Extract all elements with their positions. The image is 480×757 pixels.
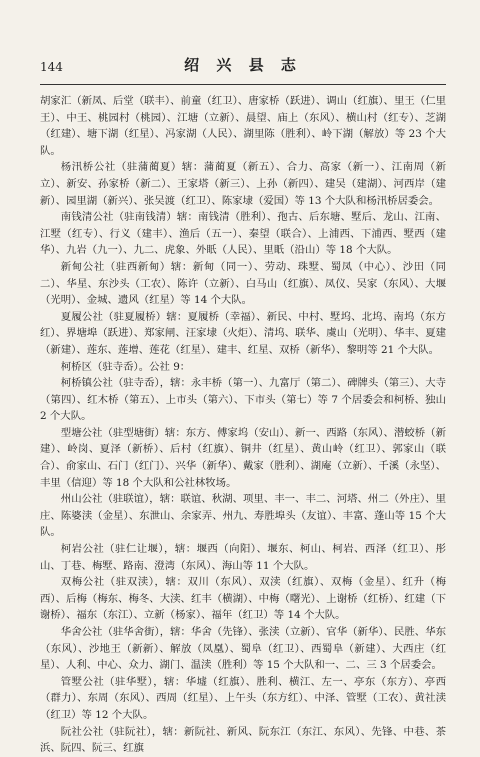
paragraph: 柯桥镇公社（驻寺岙），辖：永丰桥（第一）、九富厅（第二）、碑牌头（第三）、大寺（第四）、红木桥（第五）、上市头（第六）、下市头（第七）等 7 个居委会和柯桥、独山 2 个大队。 <box>40 377 446 423</box>
page-number: 144 <box>40 60 63 74</box>
paragraph: 杨汛桥公社（驻蒲蔺夏）辖：蒲蔺夏（新五）、合力、高家（新一）、江南周（新立）、新安、孙家桥（新二）、王家塔（新三）、上孙（新四）、建吴（建湖）、河西岸（建新）、园里湖（新兴）、张吴渡（红卫）、陈家埭（爱国）等 13 个大队和杨汛桥居委会。 <box>40 161 446 207</box>
header-rule <box>40 84 446 85</box>
paragraph: 华舍公社（驻华舍街），辖：华舍（先锋）、张渎（立新）、官华（新华）、民胜、华东（东风）、沙地王（新新）、解放（凤凰）、蜀阜（红卫）、西蜀阜（新建）、大西庄（红星）、人利、中心、众力、湖门、温渎（胜利）等 15 个大队和一、二、三 3 个居委会。 <box>40 626 446 672</box>
paragraph: 管墅公社（驻华墅），辖：华墟（红旗）、胜利、横江、左一、亭东（东方）、亭西（群力）、东周（东风）、西周（红星）、上午头（东方红）、中泽、管墅（工农）、黄社渎（红卫）等 12 个大队。 <box>40 675 446 721</box>
paragraph: 州山公社（驻联谊），辖：联谊、秋湖、项里、丰一、丰二、河塔、州二（外庄）、里庄、陈婆渎（金星）、东泄山、余家弄、州九、寿胜埠头（友谊）、丰富、蓬山等 15 个大队。 <box>40 493 446 539</box>
paragraph: 柯岩公社（驻仁让堰），辖：堰西（向阳）、堰东、柯山、柯岩、西泽（红卫）、彤山、丁巷、梅墅、路南、澄湾（东风）、海山等 11 个大队。 <box>40 543 446 572</box>
paragraph: 双梅公社（驻双渎），辖：双川（东风）、双渎（红旗）、双梅（金星）、红升（梅西）、后梅（梅东、梅冬、大渎、红丰（横湖）、中梅（曙光）、上谢桥（红桥）、红建（下谢桥）、福东（东江）、立新（杨家）、福年（红卫）等 14 个大队。 <box>40 576 446 622</box>
paragraph: 夏履公社（驻夏履桥）辖：夏履桥（幸福）、新民、中村、墅坞、北坞、南坞（东方红）、界塘埠（跃进）、郑家闸、汪家埭（火炬）、清坞、联华、虞山（光明）、华丰、夏建（新建）、莲东、莲增、莲花（红星）、建丰、红星、双桥（新华）、黎明等 21 个大队。 <box>40 310 446 356</box>
page-header <box>40 52 446 78</box>
paragraph: 新甸公社（驻西新甸）辖：新甸（同一）、劳动、珠墅、蜀凤（中心）、沙田（同二）、华星、东沙头（工农）、陈许（立新）、白马山（红旗）、凤仪、吴家（东风）、大堰（光明）、金城、遗风（红星）等 14 个大队。 <box>40 260 446 307</box>
body-text <box>40 93 446 757</box>
paragraph: 柯桥区（驻寺岙）。公社 9： <box>60 360 191 373</box>
paragraph: 阮社公社（驻阮社），辖：新阮社、新风、阮东江（东江、东风）、先锋、中巷、茶浜、阮四、阮三、红旗 <box>40 725 446 755</box>
paragraph: 南钱清公社（驻南钱清）辖：南钱清（胜利）、孢古、后东塘、墅后、龙山、江南、江墅（红专）、行义（建丰）、渔后（五一）、秦望（联合）、上浦西、下浦西、墅西（建华）、九岩（九一）、九二、虎象、外眂（人民）、里眂（沿山）等 18 个大队。 <box>40 211 446 257</box>
paragraph: 胡家汇（新凤、后堂（联丰）、前童（红卫）、唐家桥（跃进）、调山（红旗）、里王（仁里王）、中王、桃园村（桃园）、江塘（立新）、晨望、庙上（东风）、横山村（红专）、芝湖（红建）、塘下湖（红星）、冯家湖（人民）、湖里陈（胜利）、岭下湖（解放）等 23 个大队。 <box>40 95 446 157</box>
paragraph: 型塘公社（驻型塘街）辖：东方、傅家坞（安山）、新一、西路（东风）、潜蛟桥（新建）、岭岗、夏泽（新桥）、后村（红旗）、铜井（红星）、黄山岭（红卫）、郭家山（联合）、俞家山、石门（红门）、兴华（新华）、戴家（胜利）、湖庵（立新）、千溪（永坚）、丰里（信迎）等 18 个大队和公社林牧场。 <box>40 426 446 489</box>
page-title: 绍 兴 县 志 <box>184 56 302 74</box>
